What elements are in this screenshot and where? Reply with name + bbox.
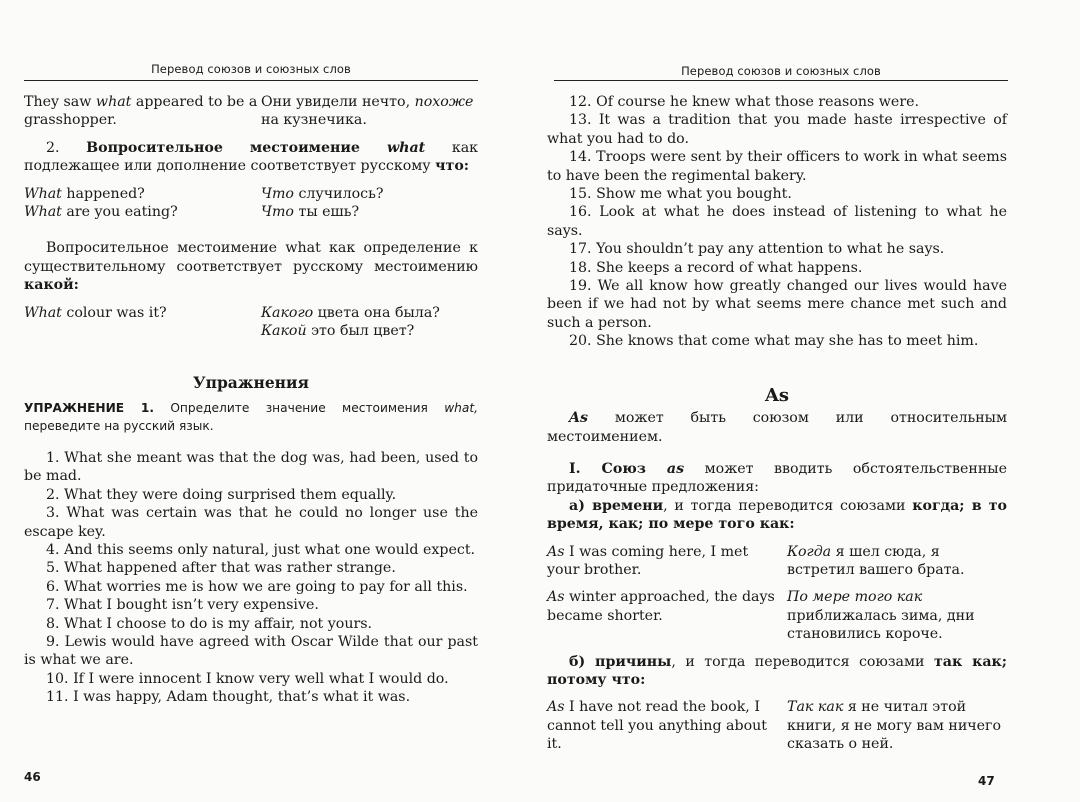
list-item: 8. What I choose to do is my affair, not yours.	[46, 615, 373, 632]
rule-paragraph: б) причины, и тогда переводится союзами так как; потому что:	[547, 653, 1007, 688]
exercise-instruction: УПРАЖНЕНИЕ 1. Определите значение местоимения what, переведите на русский язык.	[24, 400, 479, 433]
example-pair: As winter approached, the days became shorter. По мере того как приближалась зима, дни становились короче.	[547, 589, 975, 643]
list-item: 20. She knows that come what may she has to meet him.	[569, 333, 979, 350]
list-item: 17. You shouldn’t pay any attention to what he says.	[569, 241, 945, 258]
list-item: 10. If I were innocent I know very well what I would do.	[46, 670, 449, 687]
section-heading: Упражнения	[193, 373, 309, 393]
page-number: 46	[24, 770, 41, 784]
right-page	[540, 0, 1080, 802]
example-pair: As I was coming here, I met your brother. Когда я шел сюда, я встретил вашего брата.	[547, 543, 965, 578]
list-item: 12. Of course he knew what those reasons were.	[569, 94, 920, 110]
list-item: 15. Show me what you bought.	[569, 186, 792, 203]
header-rule	[24, 80, 478, 81]
page-number: 47	[978, 774, 995, 788]
running-header: Перевод союзов и союзных слов	[151, 62, 351, 76]
rule-paragraph: 2. Вопросительное местоимение what как подлежащее или дополнение соответствует русскому что:	[24, 139, 479, 175]
list-item: 4. And this seems only natural, just what one would expect.	[46, 541, 476, 558]
example-pair: What happened? Что случилось?	[24, 185, 384, 202]
exercise-list	[547, 93, 1007, 351]
left-content	[24, 93, 478, 707]
list-item: 18. She keeps a record of what happens.	[569, 259, 863, 276]
example-pair: What are you eating? Что ты ешь?	[24, 204, 360, 221]
list-item: 14. Troops were sent by their officers to work in what seems to have been the regimental bakery.	[547, 149, 1007, 184]
list-item: 7. What I bought isn’t very expensive.	[46, 597, 319, 614]
example-pair: As I have not read the book, I cannot tell you anything about it. Так как я не читал этой книги, я не могу вам ничего сказать о ней.	[547, 699, 1002, 753]
intro-paragraph: As может быть союзом или относительным местоимением.	[547, 410, 1007, 445]
right-content	[547, 93, 1007, 754]
list-item: 13. It was a tradition that you made haste irrespective of what you had to do.	[547, 112, 1007, 147]
example-pair: What colour was it? Какого цвета она была? Какой это был цвет?	[24, 304, 440, 340]
list-item: 19. We all know how greatly changed our lives would have been if we had not by what seems mere chance met such and such a person.	[547, 278, 1007, 331]
list-item: 1. What she meant was that the dog was, had been, used to be mad.	[24, 449, 478, 485]
list-item: 3. What was certain was that he could no longer use the escape key.	[24, 505, 478, 540]
rule-paragraph: а) времени, и тогда переводится союзами когда; в то время, как; по мере того как:	[547, 497, 1007, 533]
list-item: 11. I was happy, Adam thought, that’s what it was.	[46, 689, 411, 706]
running-header: Перевод союзов и союзных слов	[681, 64, 881, 78]
list-item: 2. What they were doing surprised them equally.	[46, 486, 397, 503]
example-pair: They saw what appeared to be a grasshopper. Они увидели нечто, похоже на кузнечика.	[24, 94, 474, 129]
header-rule	[554, 80, 1008, 81]
list-item: 5. What happened after that was rather strange.	[46, 560, 396, 577]
exercise-list	[24, 449, 478, 707]
list-item: 16. Look at what he does instead of listening to what he says.	[547, 204, 1007, 239]
list-item: 9. Lewis would have agreed with Oscar Wilde that our past is what we are.	[24, 633, 478, 669]
section-heading: As	[764, 384, 790, 406]
rule-paragraph: I. Союз as может вводить обстоятельственные придаточные предложения:	[547, 460, 1007, 496]
rule-paragraph: Вопросительное местоимение what как определение к существительному соответствует русскому местоимению какой:	[24, 240, 478, 294]
list-item: 6. What worries me is how we are going to pay for all this.	[46, 578, 468, 595]
